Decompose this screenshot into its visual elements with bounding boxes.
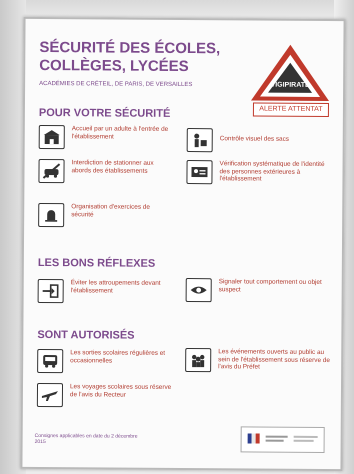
item-attroupements-label: Éviter les attroupements devant l'établissement: [70, 279, 161, 295]
poster-title: [39, 39, 249, 76]
alarm-bell-icon: [38, 203, 64, 227]
vigipirate-label: ALERTE ATTENTAT: [253, 102, 329, 117]
item-controle-label: Contrôle visuel des sacs: [219, 135, 290, 143]
item-voyages-label: Les voyages scolaires sous réserve de l'avis du Recteur: [69, 383, 172, 399]
footer-note: Consignes applicables en date du 2 décembre 2015: [34, 432, 138, 446]
section-title-reflexes: LES BONS RÉFLEXES: [37, 256, 156, 270]
item-accueil-label: Accueil par un adulte à l'entrée de l'établissement: [71, 125, 169, 141]
title-line-1: SÉCURITÉ DES ÉCOLES,: [39, 38, 221, 58]
title-line-2: COLLÈGES, LYCÉES: [39, 56, 189, 76]
item-sorties: [37, 349, 172, 374]
security-poster: [20, 17, 345, 471]
bus-icon: [37, 349, 63, 373]
section-title-autorises: SONT AUTORISÉS: [37, 328, 135, 342]
republique-francaise-logo: [241, 426, 325, 453]
bag-check-icon: [187, 128, 213, 152]
exit-door-icon: [38, 279, 64, 303]
people-group-icon: [185, 348, 211, 372]
item-signaler-label: Signaler tout comportement ou objet suspect: [218, 278, 322, 293]
item-attroupements: [38, 279, 178, 304]
section-title-securite: POUR VOTRE SÉCURITÉ: [38, 106, 171, 120]
item-verification-label: Vérification systématique de l'identité des personnes extérieures à l'établissement: [219, 160, 325, 183]
item-exercices-label: Organisation d'exercices de sécurité: [71, 203, 150, 218]
school-icon: [39, 125, 65, 149]
item-stationner-label: Interdiction de stationner aux abords des établissements: [71, 159, 154, 175]
warning-triangle-icon: [249, 42, 331, 103]
item-evenements-label: Les événements ouverts au public au sein de l'établissement sous réserve de l'avis du Préfet: [218, 348, 330, 371]
item-controle: [187, 128, 327, 153]
no-parking-icon: [38, 159, 64, 183]
airplane-icon: [37, 383, 63, 407]
vigipirate-logo: [249, 42, 332, 121]
poster-subtitle: ACADÉMIES DE CRÉTEIL, DE PARIS, DE VERSAILLES: [39, 80, 193, 89]
item-voyages: [37, 383, 172, 408]
vigipirate-badge: VIGIPIRATE: [270, 81, 310, 89]
item-evenements: [185, 348, 330, 373]
item-stationner: [38, 159, 173, 184]
eye-icon: [186, 278, 212, 302]
item-verification: [186, 160, 331, 185]
item-exercices: [38, 203, 173, 228]
item-sorties-label: Les sorties scolaires régulières et occasionnelles: [70, 349, 166, 365]
item-signaler: [186, 278, 326, 303]
item-accueil: [39, 125, 174, 150]
id-card-icon: [186, 160, 212, 184]
